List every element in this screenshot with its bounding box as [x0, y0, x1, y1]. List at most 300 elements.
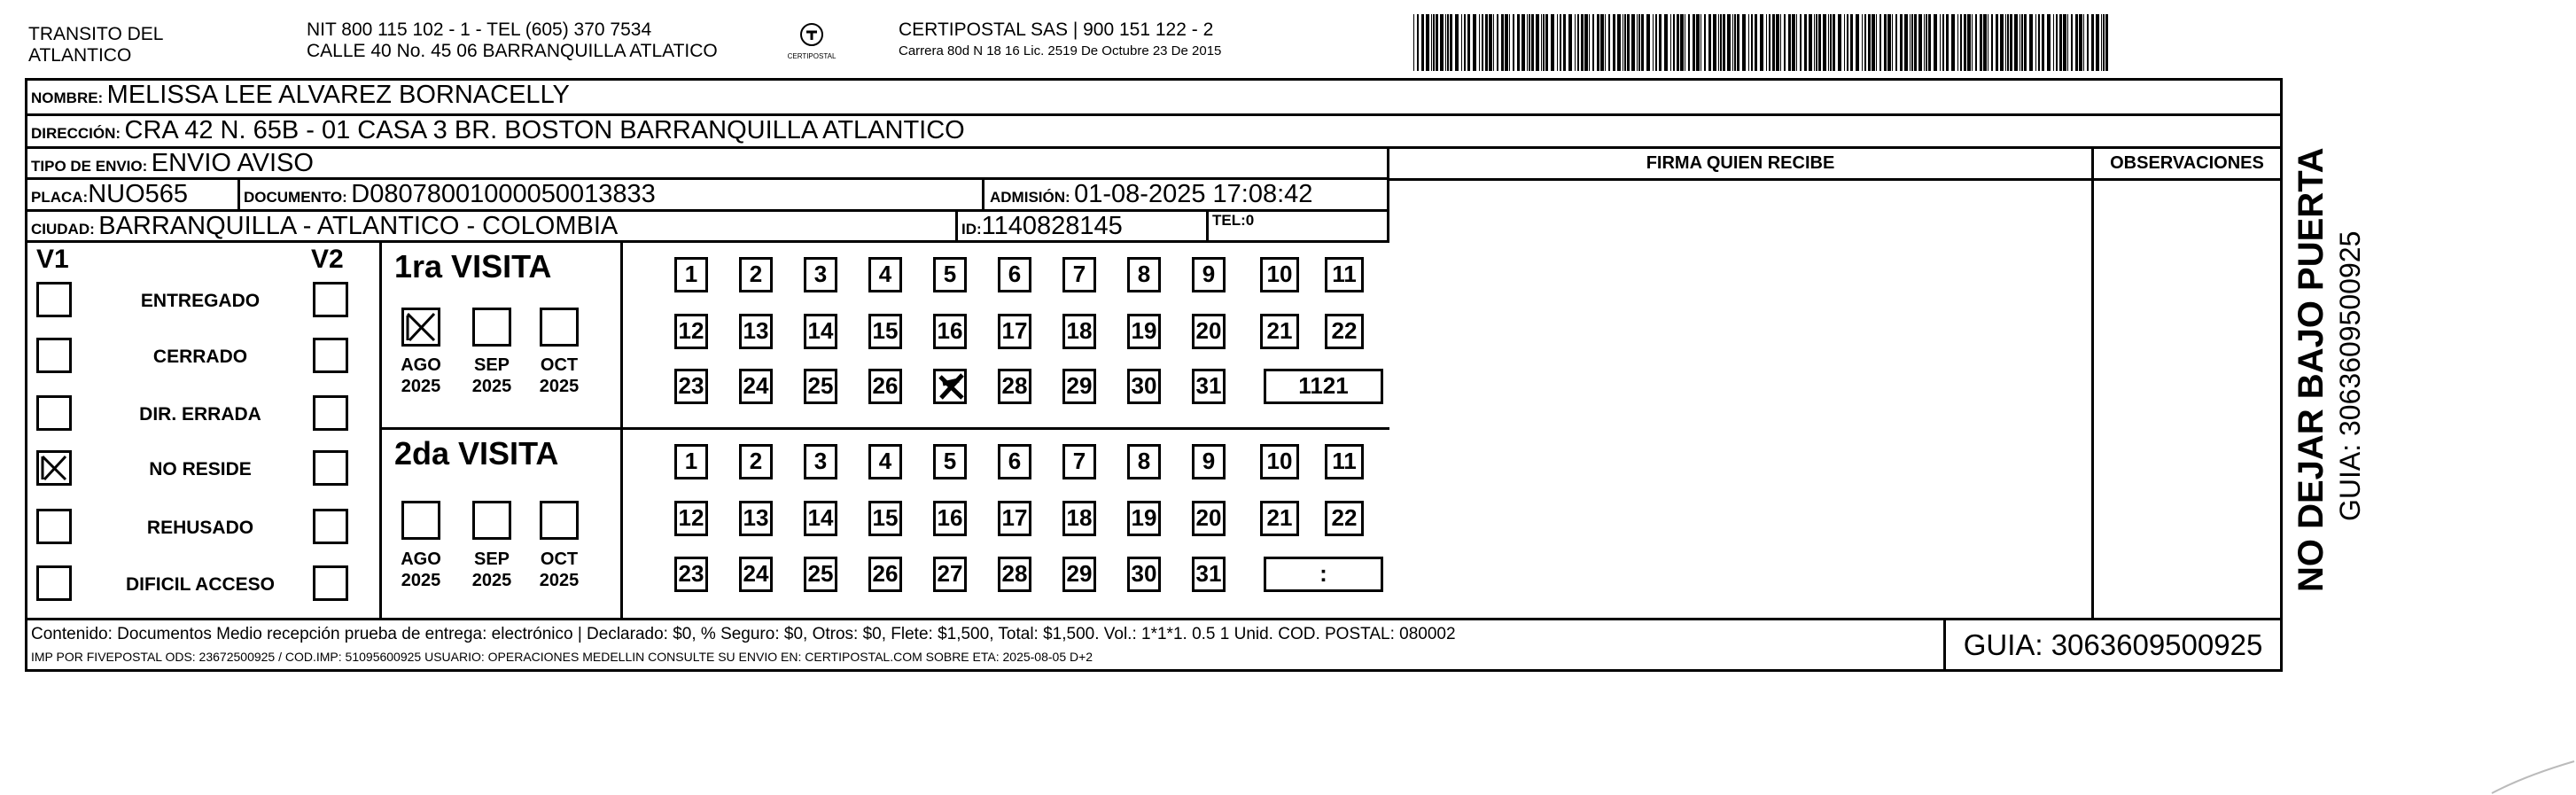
- barcode-bar: [1972, 14, 1973, 71]
- month-name: OCT: [540, 355, 579, 375]
- barcode-bar: [1659, 14, 1662, 71]
- barcode-bar: [1464, 14, 1466, 71]
- barcode-bar: [1653, 14, 1654, 71]
- no-dejar-bajo-puerta: NO DEJAR BAJO PUERTA: [2292, 147, 2331, 592]
- day-box[interactable]: 4: [868, 257, 902, 292]
- barcode-bar: [1911, 14, 1913, 71]
- guia-box: GUIA: 3063609500925: [1943, 620, 2280, 669]
- documento-cell: DOCUMENTO: D08078001000050013833: [240, 180, 984, 212]
- barcode-bar: [1509, 14, 1510, 71]
- day-box[interactable]: 19: [1127, 314, 1161, 349]
- v1-checkbox[interactable]: [36, 282, 72, 317]
- barcode-bar: [2091, 14, 2094, 71]
- barcode-bar: [1577, 14, 1579, 71]
- barcode-bar: [1876, 14, 1877, 71]
- day-box[interactable]: 11: [1325, 444, 1364, 479]
- day-box[interactable]: 22: [1325, 314, 1364, 349]
- tel-cell: TEL:0: [1209, 212, 1389, 243]
- barcode-bar: [1436, 14, 1438, 71]
- day-box[interactable]: 29: [1062, 369, 1096, 404]
- month-label: [394, 355, 447, 397]
- day-box[interactable]: 7: [1062, 444, 1096, 479]
- barcode-bar: [1493, 14, 1494, 71]
- barcode-bar: [1641, 14, 1644, 71]
- visit-1: [382, 243, 1389, 430]
- month-name: AGO: [401, 355, 441, 375]
- visit-2-title: 2da VISITA: [394, 435, 559, 472]
- barcode-bar: [1864, 14, 1866, 71]
- barcode-bar: [2083, 14, 2084, 71]
- barcode-bar: [1940, 14, 1941, 71]
- barcode-bar: [2053, 14, 2054, 71]
- barcode-bar: [1485, 14, 1488, 71]
- day-box[interactable]: 16: [933, 314, 967, 349]
- barcode-bar: [1766, 14, 1767, 71]
- day-box[interactable]: 20: [1192, 314, 1226, 349]
- barcode-bar: [2042, 14, 2044, 71]
- v2-checkbox[interactable]: [313, 282, 348, 317]
- tipo-envio-row: TIPO DE ENVIO: ENVIO AVISO: [27, 149, 1389, 180]
- v2-label: V2: [311, 245, 344, 274]
- day-box[interactable]: 15: [868, 501, 902, 536]
- barcode-bar: [1713, 14, 1716, 71]
- barcode-bar: [1934, 14, 1937, 71]
- day-box[interactable]: 14: [804, 314, 837, 349]
- barcode-bar: [1447, 14, 1449, 71]
- status-option-label: CERRADO: [152, 347, 248, 367]
- day-box[interactable]: 5: [933, 444, 967, 479]
- barcode-bar: [1688, 14, 1690, 71]
- firma-area[interactable]: [1389, 149, 2094, 618]
- barcode-bar: [1816, 14, 1817, 71]
- day-box[interactable]: 9: [1192, 257, 1226, 292]
- day-box[interactable]: 27: [933, 557, 967, 592]
- month-checkbox[interactable]: [540, 501, 579, 540]
- barcode-bar: [1769, 14, 1771, 71]
- barcode-bar: [1613, 14, 1615, 71]
- barcode-bar: [2014, 14, 2018, 71]
- day-box[interactable]: 12: [674, 314, 708, 349]
- barcode-bar: [1924, 14, 1925, 71]
- status-section: [27, 243, 382, 618]
- month-checkbox[interactable]: [472, 308, 511, 347]
- firma-label: FIRMA QUIEN RECIBE: [1389, 149, 2091, 181]
- month-checkbox[interactable]: [401, 501, 440, 540]
- visit-1-title: 1ra VISITA: [394, 248, 552, 284]
- barcode-bar: [1421, 14, 1424, 71]
- barcode-bar: [1473, 14, 1476, 71]
- barcode-bar: [1605, 14, 1606, 71]
- barcode-bar: [1664, 14, 1668, 71]
- month-label: [465, 355, 518, 397]
- barcode-bar: [1584, 14, 1588, 71]
- v1-checkbox[interactable]: [36, 338, 72, 373]
- barcode-bar: [1696, 14, 1700, 71]
- day-box[interactable]: 5: [933, 257, 967, 292]
- nombre-row: NOMBRE: MELISSA LEE ALVAREZ BORNACELLY: [27, 81, 2280, 116]
- barcode-bar: [1563, 14, 1566, 71]
- day-box[interactable]: 24: [739, 369, 773, 404]
- month-year: 2025: [471, 571, 512, 590]
- tipo-envio-value: ENVIO AVISO: [151, 149, 314, 177]
- barcode-bar: [1946, 14, 1949, 71]
- barcode-bar: [1828, 14, 1829, 71]
- barcode-bar: [1597, 14, 1599, 71]
- visit-2: [382, 430, 1389, 618]
- certipostal-info: CERTIPOSTAL SAS | 900 151 122 - 2 Carrera 80d N 18 16 Lic. 2519 De Octubre 23 De 2015: [899, 19, 1222, 58]
- barcode-bar: [1748, 14, 1749, 71]
- barcode-bar: [2024, 14, 2027, 71]
- day-box[interactable]: 23: [674, 369, 708, 404]
- barcode-bar: [2047, 14, 2051, 71]
- day-box[interactable]: 10: [1260, 444, 1299, 479]
- barcode-bar: [1850, 14, 1853, 71]
- barcode-bar: [1996, 14, 1998, 71]
- status-option-label: DIR. ERRADA: [139, 404, 261, 425]
- v1-checkbox[interactable]: [36, 565, 72, 601]
- barcode-bar: [1734, 14, 1736, 71]
- barcode-bar: [1646, 14, 1650, 71]
- side-guia: GUIA: 3063609500925: [2334, 230, 2366, 521]
- barcode-bar: [1704, 14, 1706, 71]
- barcode-bar: [1792, 14, 1795, 71]
- v1-checkbox[interactable]: [36, 395, 72, 431]
- day-box[interactable]: 3: [804, 444, 837, 479]
- barcode-bar: [1627, 14, 1630, 71]
- day-box[interactable]: 25: [804, 557, 837, 592]
- contenido-line: Contenido: Documentos Medio recepción prueba de entrega: electrónico | Declarado: $0, % Seguro: $0, Otros: $0, Flete: $1,500, Total: $1,500. Vol.: 1*1*1. 0.5 1 Unid. COD. POSTAL: 080002: [31, 625, 1456, 643]
- barcode-bar: [1489, 14, 1492, 71]
- v2-checkbox[interactable]: [313, 565, 348, 601]
- barcode-bar: [2056, 14, 2058, 71]
- month-label: [533, 355, 586, 397]
- month-checkbox[interactable]: [401, 308, 440, 347]
- time-box[interactable]: :: [1264, 557, 1383, 592]
- barcode-bar: [1983, 14, 1987, 71]
- day-box[interactable]: 28: [998, 557, 1031, 592]
- barcode-bar: [1967, 14, 1971, 71]
- barcode-bar: [1887, 14, 1891, 71]
- day-box[interactable]: 1: [674, 444, 708, 479]
- day-box[interactable]: 9: [1192, 444, 1226, 479]
- day-box[interactable]: 7: [1062, 257, 1096, 292]
- day-box[interactable]: 24: [739, 557, 773, 592]
- barcode-bar: [1723, 14, 1725, 71]
- barcode-bar: [1450, 14, 1452, 71]
- barcode-bar: [1800, 14, 1802, 71]
- barcode-bar: [1708, 14, 1711, 71]
- barcode-bar: [1784, 14, 1786, 71]
- day-box[interactable]: 17: [998, 501, 1031, 536]
- barcode-bar: [1772, 14, 1775, 71]
- barcode-bar: [1531, 14, 1534, 71]
- admision-cell: ADMISIÓN: 01-08-2025 17:08:42: [984, 180, 1389, 212]
- month-name: SEP: [473, 355, 510, 375]
- barcode-bar: [1872, 14, 1875, 71]
- barcode-bar: [1482, 14, 1483, 71]
- barcode-bar: [1928, 14, 1931, 71]
- barcode-bar: [1517, 14, 1520, 71]
- barcode-bar: [1673, 14, 1675, 71]
- barcode-bar: [1497, 14, 1498, 71]
- day-box[interactable]: 14: [804, 501, 837, 536]
- barcode-bar: [1780, 14, 1781, 71]
- barcode-bar: [2035, 14, 2036, 71]
- barcode-bar: [1581, 14, 1584, 71]
- month-name: SEP: [473, 549, 510, 569]
- barcode-bar: [1637, 14, 1638, 71]
- barcode-bar: [1914, 14, 1917, 71]
- day-box[interactable]: 18: [1062, 501, 1096, 536]
- month-name: OCT: [540, 549, 579, 569]
- direccion-value: CRA 42 N. 65B - 01 CASA 3 BR. BOSTON BARRANQUILLA ATLANTICO: [124, 116, 965, 144]
- day-box[interactable]: 30: [1127, 557, 1161, 592]
- day-box[interactable]: 18: [1062, 314, 1096, 349]
- footer: [27, 618, 2280, 669]
- day-box[interactable]: 16: [933, 501, 967, 536]
- day-box[interactable]: 19: [1127, 501, 1161, 536]
- barcode-bar: [1638, 14, 1640, 71]
- barcode-bar: [1445, 14, 1446, 71]
- barcode-bar: [1788, 14, 1791, 71]
- day-box[interactable]: 25: [804, 369, 837, 404]
- status-option-label: NO RESIDE: [149, 459, 252, 479]
- barcode-bar: [1904, 14, 1908, 71]
- barcode-bar: [1737, 14, 1739, 71]
- barcode-bar: [1655, 14, 1657, 71]
- barcode-bar: [2071, 14, 2073, 71]
- barcode-bar: [1910, 14, 1911, 71]
- month-name: AGO: [401, 549, 441, 569]
- day-box[interactable]: 15: [868, 314, 902, 349]
- day-box[interactable]: 8: [1127, 444, 1161, 479]
- barcode-bar: [1718, 14, 1719, 71]
- month-checkbox[interactable]: [472, 501, 511, 540]
- status-option-label: ENTREGADO: [140, 291, 261, 311]
- day-box[interactable]: 1: [674, 257, 708, 292]
- barcode-bar: [2059, 14, 2062, 71]
- barcode-bar: [1823, 14, 1826, 71]
- month-label: [533, 549, 586, 591]
- barcode-bar: [1560, 14, 1561, 71]
- day-box[interactable]: 10: [1260, 257, 1299, 292]
- barcode-bar: [1624, 14, 1626, 71]
- observaciones-label: OBSERVACIONES: [2094, 149, 2280, 181]
- day-box[interactable]: 6: [998, 444, 1031, 479]
- barcode-bar: [1426, 14, 1429, 71]
- barcode-bar: [1830, 14, 1832, 71]
- barcode-bar: [1809, 14, 1812, 71]
- day-box[interactable]: [933, 369, 967, 404]
- day-box[interactable]: 26: [868, 369, 902, 404]
- barcode-bar: [1521, 14, 1525, 71]
- barcode-bar: [1440, 14, 1444, 71]
- barcode-bar: [1617, 14, 1621, 71]
- barcode-bar: [1942, 14, 1944, 71]
- barcode-bar: [1980, 14, 1982, 71]
- barcode-bar: [1413, 14, 1414, 71]
- day-box[interactable]: 31: [1192, 557, 1226, 592]
- barcode-bar: [1680, 14, 1684, 71]
- scan-mark: [2490, 758, 2576, 795]
- status-option-label: REHUSADO: [146, 518, 254, 538]
- month-year: 2025: [539, 377, 580, 396]
- direccion-row: DIRECCIÓN: CRA 42 N. 65B - 01 CASA 3 BR. BOSTON BARRANQUILLA ATLANTICO: [27, 116, 2280, 149]
- barcode-bar: [1575, 14, 1576, 71]
- barcode-bar: [2007, 14, 2009, 71]
- barcode-bar: [1461, 14, 1462, 71]
- month-year: 2025: [401, 377, 441, 396]
- day-box[interactable]: 21: [1260, 314, 1299, 349]
- barcode-bar: [2029, 14, 2033, 71]
- barcode-bar: [1631, 14, 1635, 71]
- barcode-bar: [1527, 14, 1528, 71]
- barcode-bar: [1568, 14, 1572, 71]
- barcode-bar: [1543, 14, 1545, 71]
- barcode-bar: [2079, 14, 2082, 71]
- barcode-bar: [1479, 14, 1480, 71]
- month-year: 2025: [471, 377, 512, 396]
- form-frame: [25, 78, 2283, 672]
- barcode-bar: [1417, 14, 1419, 71]
- id-cell: ID:1140828145: [958, 212, 1209, 243]
- day-box[interactable]: 13: [739, 501, 773, 536]
- barcode-bar: [2000, 14, 2004, 71]
- day-box[interactable]: 21: [1260, 501, 1299, 536]
- day-box[interactable]: 17: [998, 314, 1031, 349]
- v2-checkbox[interactable]: [313, 395, 348, 431]
- day-box[interactable]: 31: [1192, 369, 1226, 404]
- barcode-bar: [1951, 14, 1955, 71]
- status-option-label: DIFICIL ACCESO: [125, 574, 275, 595]
- day-box[interactable]: 23: [674, 557, 708, 592]
- barcode-bar: [1926, 14, 1927, 71]
- barcode-bar: [2021, 14, 2023, 71]
- barcode-bar: [1760, 14, 1763, 71]
- barcode-bar: [1833, 14, 1835, 71]
- month-label: [465, 549, 518, 591]
- barcode-bar: [1513, 14, 1514, 71]
- barcode-bar: [2005, 14, 2006, 71]
- barcode-bar: [1847, 14, 1848, 71]
- barcode-bar: [2096, 14, 2099, 71]
- v1-label: V1: [36, 245, 69, 274]
- barcode-bar: [1804, 14, 1807, 71]
- v2-checkbox[interactable]: [313, 509, 348, 544]
- barcode-bar: [1818, 14, 1821, 71]
- barcode-bar: [1991, 14, 1993, 71]
- barcode-bar: [1960, 14, 1962, 71]
- day-box[interactable]: 13: [739, 314, 773, 349]
- barcode-bar: [1592, 14, 1594, 71]
- day-box[interactable]: 8: [1127, 257, 1161, 292]
- day-box[interactable]: 30: [1127, 369, 1161, 404]
- barcode-bar: [1551, 14, 1554, 71]
- company-contact: NIT 800 115 102 - 1 - TEL (605) 370 7534 CALLE 40 No. 45 06 BARRANQUILLA ATLATICO: [307, 19, 718, 61]
- day-box[interactable]: 29: [1062, 557, 1096, 592]
- barcode-bar: [1742, 14, 1746, 71]
- barcode-bar: [1557, 14, 1558, 71]
- barcode-bar: [2063, 14, 2066, 71]
- day-box[interactable]: 3: [804, 257, 837, 292]
- barcode-bar: [1918, 14, 1922, 71]
- barcode-bar: [1884, 14, 1887, 71]
- barcode-bar: [2105, 14, 2108, 71]
- barcode-bar: [1964, 14, 1966, 71]
- time-box[interactable]: 1121: [1264, 369, 1383, 404]
- day-box[interactable]: 4: [868, 444, 902, 479]
- barcode-bar: [1868, 14, 1871, 71]
- barcode-bar: [1844, 14, 1845, 71]
- barcode-bar: [2067, 14, 2068, 71]
- barcode-bar: [1751, 14, 1753, 71]
- barcode-bar: [1529, 14, 1530, 71]
- nombre-value: MELISSA LEE ALVAREZ BORNACELLY: [106, 81, 570, 109]
- barcode-bar: [2038, 14, 2040, 71]
- barcode-bar: [1796, 14, 1797, 71]
- day-box[interactable]: 26: [868, 557, 902, 592]
- barcode-bar: [1467, 14, 1470, 71]
- v2-checkbox[interactable]: [313, 450, 348, 486]
- barcode-bar: [1608, 14, 1610, 71]
- barcode-bar: [2075, 14, 2078, 71]
- month-checkbox[interactable]: [540, 308, 579, 347]
- barcode-bar: [1755, 14, 1757, 71]
- barcode-bar: [1505, 14, 1508, 71]
- barcode-bar: [1895, 14, 1897, 71]
- barcode-bar: [1879, 14, 1881, 71]
- day-box[interactable]: 12: [674, 501, 708, 536]
- barcode-bar: [1700, 14, 1701, 71]
- day-box[interactable]: 2: [739, 257, 773, 292]
- ciudad-cell: CIUDAD: BARRANQUILLA - ATLANTICO - COLOMBIA: [27, 212, 958, 243]
- barcode-bar: [1900, 14, 1903, 71]
- v1-checkbox[interactable]: [36, 450, 72, 486]
- barcode-bar: [2103, 14, 2105, 71]
- company-name: TRANSITO DEL ATLANTICO: [28, 24, 164, 66]
- barcode-bar: [1732, 14, 1733, 71]
- barcode-bar: [2010, 14, 2012, 71]
- barcode-bar: [2087, 14, 2089, 71]
- v2-checkbox[interactable]: [313, 338, 348, 373]
- barcode-bar: [1975, 14, 1977, 71]
- barcode-bar: [1536, 14, 1539, 71]
- month-year: 2025: [539, 571, 580, 590]
- barcode-bar: [1776, 14, 1779, 71]
- barcode-bar: [1589, 14, 1590, 71]
- v1-checkbox[interactable]: [36, 509, 72, 544]
- day-box[interactable]: 6: [998, 257, 1031, 292]
- barcode-bar: [1720, 14, 1722, 71]
- day-box[interactable]: 28: [998, 369, 1031, 404]
- day-box[interactable]: 22: [1325, 501, 1364, 536]
- barcode-bar: [1600, 14, 1604, 71]
- certipostal-logo: [786, 21, 837, 62]
- barcode-bar: [1431, 14, 1432, 71]
- barcode-bar: [1541, 14, 1542, 71]
- barcode-bar: [1856, 14, 1859, 71]
- observaciones-area[interactable]: [2094, 149, 2280, 618]
- day-box[interactable]: 11: [1325, 257, 1364, 292]
- day-box[interactable]: 20: [1192, 501, 1226, 536]
- barcode-bar: [1814, 14, 1815, 71]
- barcode-bar: [1862, 14, 1863, 71]
- barcode-bar: [1957, 14, 1958, 71]
- barcode-bar: [1693, 14, 1695, 71]
- barcode-bar: [1677, 14, 1679, 71]
- day-box[interactable]: 2: [739, 444, 773, 479]
- month-label: [394, 549, 447, 591]
